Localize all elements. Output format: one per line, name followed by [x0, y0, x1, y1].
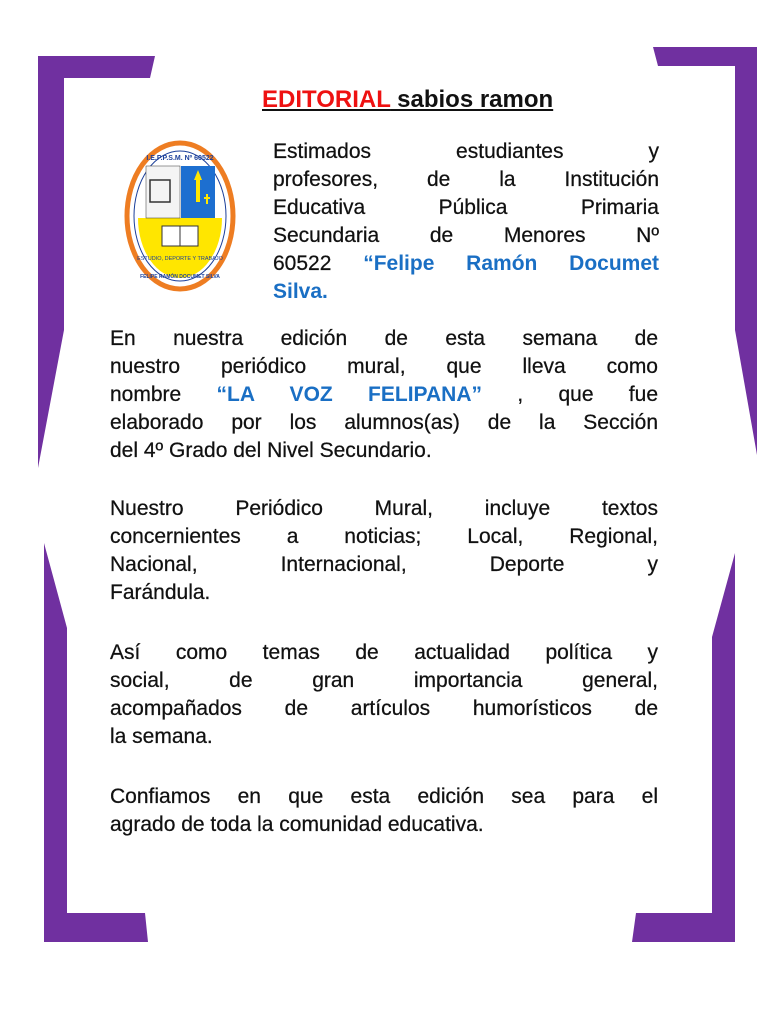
school-name: “Felipe Ramón Documet: [363, 252, 659, 275]
text-line: Secundaria de Menores Nº: [273, 224, 659, 247]
text-line: [273, 250, 659, 278]
text-line: Confiamos en que esta edición sea para el: [110, 785, 658, 808]
text-line: elaborado por los alumnos(as) de la Sección: [110, 411, 658, 434]
text-line: acompañados de artículos humorísticos de: [110, 697, 658, 720]
text-line: Educativa Pública Primaria: [273, 196, 659, 219]
text-line: [110, 381, 658, 409]
editorial-title: [262, 86, 553, 114]
paragraph-edition: [110, 325, 658, 465]
svg-text:FELIPE RAMÓN DOCUMET SILVA: FELIPE RAMÓN DOCUMET SILVA: [140, 274, 220, 280]
bracket-top-right: [653, 47, 757, 455]
text-line: del 4º Grado del Nivel Secundario.: [110, 439, 432, 462]
svg-text:ESTUDIO, DEPORTE Y TRABAJO: ESTUDIO, DEPORTE Y TRABAJO: [137, 256, 223, 262]
school-number: 60522: [273, 252, 364, 275]
text-line: Nacional, Internacional, Deporte y: [110, 553, 658, 576]
svg-text:I.E.P.P.S.M. Nº 60522: I.E.P.P.S.M. Nº 60522: [146, 155, 214, 162]
text-line: social, de gran importancia general,: [110, 669, 658, 692]
text-line: agrado de toda la comunidad educativa.: [110, 813, 484, 836]
text-line: la semana.: [110, 725, 213, 748]
paragraph-topics: [110, 639, 658, 751]
text-line: Nuestro Periódico Mural, incluye textos: [110, 497, 658, 520]
school-logo: [124, 140, 236, 292]
text-line: Farándula.: [110, 581, 211, 604]
text-segment: , que fue: [517, 383, 659, 406]
newspaper-name: “LA VOZ FELIPANA”: [216, 383, 482, 406]
text-line: Así como temas de actualidad política y: [110, 641, 658, 664]
school-name-end: Silva.: [273, 280, 328, 303]
text-line: En nuestra edición de esta semana de: [110, 327, 658, 350]
text-line: Estimados estudiantes y: [273, 140, 659, 163]
text-line: profesores, de la Institución: [273, 168, 659, 191]
text-segment: nombre: [110, 383, 217, 406]
text-line: nuestro periódico mural, que lleva como: [110, 355, 658, 378]
intro-paragraph: [273, 138, 659, 306]
paragraph-contents: [110, 495, 658, 607]
paragraph-closing: [110, 783, 658, 839]
title-red: EDITORIAL: [262, 86, 391, 113]
title-black: sabios ramon: [390, 86, 554, 113]
text-line: concernientes a noticias; Local, Regional,: [110, 525, 658, 548]
